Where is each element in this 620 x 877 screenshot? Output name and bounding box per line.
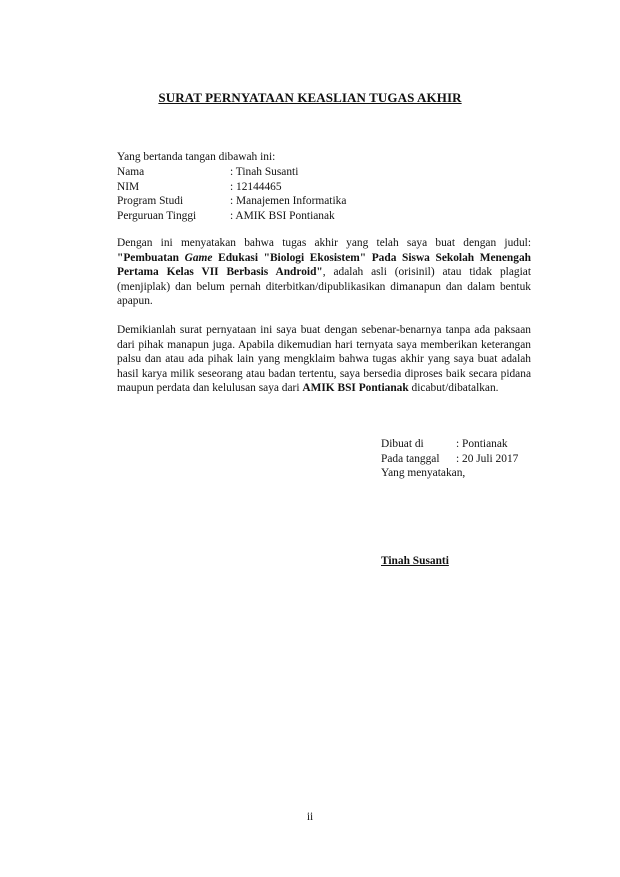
identity-value: : Tinah Susanti bbox=[230, 166, 299, 178]
statement-lead: Dengan ini menyatakan bahwa tugas akhir yang telah saya buat dengan judul: bbox=[117, 237, 531, 249]
identity-table bbox=[117, 165, 346, 223]
identity-row-program bbox=[117, 194, 346, 209]
declaration-tail: dicabut/dibatalkan. bbox=[408, 382, 499, 395]
page-number: ii bbox=[306, 811, 314, 823]
date-row bbox=[381, 452, 518, 467]
date-label: Pada tanggal bbox=[381, 452, 440, 465]
place-label: Dibuat di bbox=[381, 438, 424, 450]
declaration-paragraph bbox=[117, 323, 531, 396]
document-title: SURAT PERNYATAAN KEASLIAN TUGAS AKHIR bbox=[158, 90, 462, 105]
thesis-title-rest: Edukasi "Biologi Ekosistem" Pada Siswa Sekolah Menengah Pertama Kelas VII Berbasis Android" bbox=[117, 251, 531, 279]
place-value: : Pontianak bbox=[456, 438, 508, 450]
identity-label: NIM bbox=[117, 180, 140, 193]
intro-text: Yang bertanda tangan dibawah ini: bbox=[117, 151, 276, 163]
identity-value: : 12144465 bbox=[230, 180, 282, 193]
signer-name: Tinah Susanti bbox=[381, 555, 449, 567]
declaration-text: Demikianlah surat pernyataan ini saya buat dengan sebenar-benarnya tanpa ada paksaan dari pihak manapun juga. Apabila dikemudian hari ternyata saya memberikan keterangan palsu dan atau ada pihak lain yang mengklaim bahwa tugas akhir yang saya buat adalah hasil karya milik seseorang atau badan tertentu, saya bersedia diproses baik secara pidana maupun perdata dan kelulusan saya dari bbox=[117, 324, 531, 395]
institution-name: AMIK BSI Pontianak bbox=[302, 382, 409, 395]
identity-row-name bbox=[117, 165, 346, 180]
identity-row-institution bbox=[117, 209, 346, 224]
statement-tail: , adalah asli (orisinil) atau tidak plagiat (menjiplak) dan belum pernah diterbitkan/dipublikasikan dimanapun dan dalam bentuk apapun. bbox=[117, 266, 531, 308]
statement-paragraph bbox=[117, 236, 531, 309]
identity-label: Nama bbox=[117, 166, 145, 178]
identity-row-nim bbox=[117, 180, 346, 195]
place-row bbox=[381, 437, 518, 452]
thesis-title-italic: Game bbox=[184, 251, 213, 264]
date-value: : 20 Juli 2017 bbox=[456, 452, 519, 465]
identity-value: : AMIK BSI Pontianak bbox=[230, 209, 335, 222]
identity-value: : Manajemen Informatika bbox=[230, 195, 347, 208]
identity-label: Program Studi bbox=[117, 195, 184, 208]
thesis-title-open: "Pembuatan bbox=[117, 251, 185, 264]
identity-label: Perguruan Tinggi bbox=[117, 209, 197, 222]
signature-block bbox=[381, 437, 518, 481]
closing-text: Yang menyatakan, bbox=[381, 467, 466, 480]
